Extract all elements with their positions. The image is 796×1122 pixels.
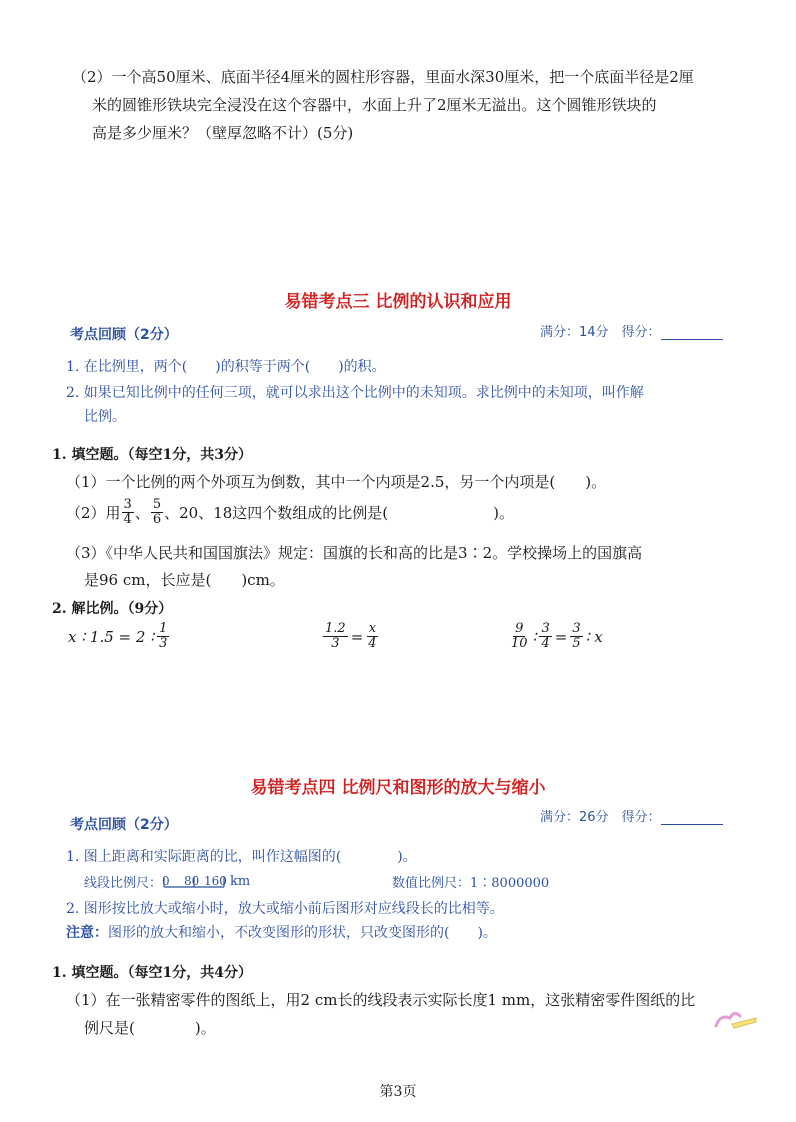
eq3-fraction-1 [509,622,530,651]
scale-bar-graphic [162,874,226,890]
equation-1 [68,622,170,651]
section3-q1-1: （1）一个比例的两个外项互为倒数，其中一个内项是2.5，另一个内项是( )。 [66,473,607,491]
section4-q1-title: 1. 填空题。（每空1分，共4分） [52,965,252,981]
frac-num: 9 [515,621,524,636]
score-blank [661,810,723,825]
q1-2-prefix: （2）用 [66,504,121,522]
q1-2-sep: 、 [134,504,150,522]
page-number: 第3页 [379,1084,417,1100]
equation-3 [508,622,603,651]
frac-num: x [368,621,377,636]
eq3-fraction-2 [539,622,551,651]
note-text: 图形的放大和缩小，不改变图形的形状，只改变图形的( )。 [108,925,497,941]
score-blank [661,325,723,340]
frac-den: 5 [572,636,581,651]
frac-num: 5 [152,497,162,512]
section3-q1-3b: 是96 cm，长应是( )cm。 [84,571,285,589]
section3-q1-title: 1. 填空题。（每空1分，共3分） [52,447,252,463]
equation-2 [322,622,380,651]
fraction-3-4 [122,498,134,527]
numeric-scale: 数值比例尺：1∶8000000 [392,876,550,891]
eq2-fraction-2 [366,622,378,651]
frac-num: 3 [541,621,550,636]
frac-den: 4 [541,636,550,651]
frac-num: 3 [123,497,132,512]
section4-q1-1b: 例尺是( )。 [84,1019,216,1037]
section4-q1-1a: （1）在一张精密零件的图纸上，用2 cm长的线段表示实际长度1 mm，这张精密零件图纸的比 [66,991,696,1009]
eq3-equals: = [554,627,568,646]
section3-review-2a: 2. 如果已知比例中的任何三项，就可以求出这个比例中的未知项。求比例中的未知项，叫作解 [66,385,644,401]
section3-review-1: 1. 在比例里，两个( )的积等于两个( )的积。 [66,359,386,375]
section3-score [540,321,723,340]
line-scale-label: 线段比例尺： [84,876,163,891]
frac-num: 1.2 [325,621,346,636]
frac-den: 10 [511,636,528,651]
section4-note [66,922,497,942]
frac-num: 1 [159,621,168,636]
section4-review-1: 1. 图上距离和实际距离的比，叫作这幅图的( )。 [66,849,417,865]
eq3-fraction-3 [570,622,582,651]
section3-q2-title: 2. 解比例。（9分） [52,601,173,617]
line-scale [84,872,250,891]
scale-unit: km [230,874,251,889]
fraction-5-6 [151,498,163,527]
section3-review-label: 考点回顾（2分） [70,327,178,343]
section3-q1-2 [66,498,514,527]
section4-title: 易错考点四 比例尺和图形的放大与缩小 [250,778,546,798]
frac-den: 6 [152,512,162,527]
eq1-left: x ∶ 1.5 = 2 ∶ [68,627,155,646]
section3-score-label: 满分：14分 得分： [540,325,661,340]
frac-den: 3 [331,636,340,651]
pencil-doodle-icon [712,1006,760,1032]
section4-review-label: 考点回顾（2分） [70,817,178,833]
frac-num: 3 [572,621,581,636]
section3-title: 易错考点三 比例的认识和应用 [284,292,512,312]
frac-den: 3 [159,636,168,651]
frac-den: 4 [368,636,377,651]
section4-score [540,806,723,825]
eq3-tail: ∶ x [585,627,603,646]
problem-line-2: 米的圆锥形铁块完全浸没在这个容器中，水面上升了2厘米无溢出。这个圆锥形铁块的 [92,96,657,114]
scale-160: 160 [204,873,227,888]
section4-score-label: 满分：26分 得分： [540,810,661,825]
frac-den: 4 [123,512,132,527]
note-label: 注意： [66,925,108,941]
problem-line-1: （2）一个高50厘米、底面半径4厘米的圆柱形容器，里面水深30厘米，把一个底面半径是2厘 [72,68,694,86]
eq2-fraction-1 [323,622,348,651]
q1-2-suffix: 、20、18这四个数组成的比例是( )。 [164,504,515,522]
section4-review-2: 2. 图形按比放大或缩小时，放大或缩小前后图形对应线段长的比相等。 [66,901,504,917]
eq2-equals: = [350,627,364,646]
section3-review-2b: 比例。 [84,409,126,425]
scale-80: 80 [184,873,200,888]
problem-line-3: 高是多少厘米？（壁厚忽略不计）(5分) [92,124,354,142]
eq1-fraction [157,622,169,651]
eq3-colon: ∶ [532,627,537,646]
scale-0: 0 [162,873,170,888]
section3-q1-3a: （3）《中华人民共和国国旗法》规定：国旗的长和高的比是3∶2。学校操场上的国旗高 [66,544,643,562]
